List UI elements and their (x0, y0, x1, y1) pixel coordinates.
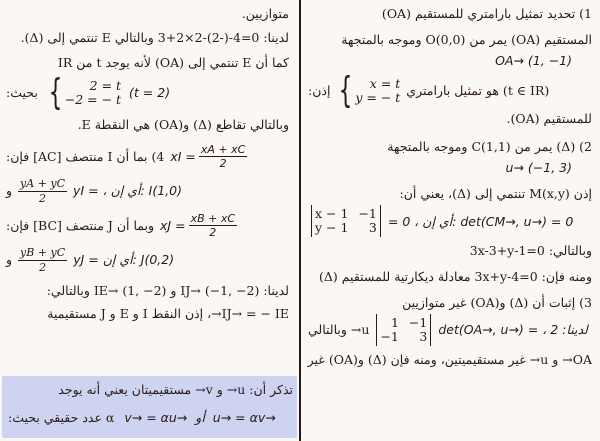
det-prefix: u→ وبالتالي (308, 322, 370, 338)
midpoint-j-formula (160, 212, 237, 241)
right-column (302, 0, 600, 441)
determinant-2 (373, 314, 434, 346)
frac-num: xB + xC (190, 211, 236, 225)
frac-num: xA + xC (200, 142, 246, 156)
midpoint-text: 4) بما أن I منتصف [AC] فإن: (6, 148, 165, 164)
det-cell: x − 1 (315, 206, 349, 221)
frac-den: 2 (39, 191, 47, 205)
j-coords: yJ = أي إن: J(0,2) (73, 252, 175, 268)
midpoint-x-formula (170, 143, 247, 172)
therefore-label: إذن: (308, 83, 331, 99)
det-cell: 1 (390, 314, 399, 330)
system-eq-2: −2 = − t (64, 91, 122, 107)
left-line-7 (6, 177, 289, 206)
frac-num: yB + yC (20, 246, 66, 259)
left-line-2: لدينا: 0=4-(-2)-2×2+3 وبالتالي E تنتمي إلى (Δ). (20, 29, 289, 45)
det-cell: −1 (408, 314, 428, 330)
right-line-7: u→ (−1, 3) (505, 160, 572, 176)
det-cell: 3 (368, 220, 377, 236)
left-column (0, 0, 299, 441)
left-line-3: كما أن E تنتمي إلى (OA) لأنه يوجد t من IR (57, 55, 289, 71)
formula-lhs: xI = (170, 148, 196, 164)
right-line-6: 2) (Δ) يمر من C(1,1) وموجه بالمتجهة (387, 138, 592, 154)
right-line-8: إذن M(x,y) تنتمي إلى (Δ)، يعني أن: (399, 185, 592, 201)
frac-den: 2 (219, 157, 227, 171)
determinant-1 (308, 205, 384, 237)
left-line-4 (6, 71, 289, 113)
and-word: و (6, 183, 13, 199)
right-line-11: ومنه فإن: 0=3x+y-4 معادلة ديكارتية للمستقيم (Δ) (318, 269, 592, 284)
column-divider (299, 0, 301, 441)
left-line-5: وبالتالي تقاطع (Δ) و(OA) هي النقطة E. (77, 116, 289, 132)
param-system: { 2 = t −2 = − t (48, 71, 122, 113)
left-line-11: IJ→ = − IE→، إذن النقط I و E و J مستقيمية (47, 306, 289, 322)
such-that-label: بحيث: (6, 85, 38, 101)
right-line-13 (308, 314, 592, 346)
system-eq-2: y = − t (355, 89, 401, 105)
left-line-6 (6, 143, 289, 172)
left-line-1: متوازيين. (241, 6, 289, 21)
left-line-10: لدينا: IJ→ (−1, −2) و IE→ (1, −2) وبالتالي: (46, 282, 289, 298)
frac-den: 2 (39, 260, 47, 274)
param-value: (t = 2) (129, 85, 171, 101)
reminder-line-2 (8, 410, 293, 426)
param-system-oa: { x = t y = − t (339, 69, 401, 111)
det-result: = 0 ، أي إن: det(CM→, u→) = 0 (387, 213, 574, 229)
reminder-line-1: تذكر أن: u→ و v→ مستقيميتان يعني أنه يوجد (58, 382, 293, 397)
det-oa-text: det(OA→, u→) = ، لدينا: 2 (438, 322, 588, 338)
formula-lhs: xJ = (160, 217, 186, 233)
midpoint-j-text: وبما أن J منتصف [BC] فإن: (6, 217, 155, 233)
left-line-9 (6, 246, 289, 275)
reminder-vectors (124, 410, 275, 426)
right-line-1: 1) تحديد تمثيل بارامتري للمستقيم (OA) (381, 6, 592, 21)
right-line-10: وبالتالي: 0=3x-3+y-1 (469, 243, 592, 259)
system-eq-1: x = t (369, 75, 401, 91)
det-cell: 3 (419, 329, 428, 345)
right-line-9 (308, 205, 592, 237)
i-coords: yI = ، أي إن: I(1,0) (73, 183, 182, 199)
alpha-text: α عدد حقيقي بحيث: (8, 410, 115, 425)
right-line-2: المستقيم (OA) يمر من O(0,0) وموجه بالمتجهة (341, 31, 592, 47)
right-line-12: 3) إثبات أن (Δ) و(OA) غير متوازيين (402, 294, 592, 310)
det-cell: −1 (358, 206, 377, 221)
frac-num: yA + yC (20, 177, 66, 190)
param-text: (t ∈ IR) هو تمثيل بارامتري (406, 83, 550, 99)
det-cell: −1 (380, 329, 399, 345)
frac-den: 2 (209, 226, 217, 240)
vector-eq-2: u→ = αv→ (212, 410, 276, 425)
vector-eq-1: v→ = αu→ (124, 410, 188, 425)
left-line-8 (6, 212, 289, 241)
and-word: و (6, 252, 13, 268)
det-cell: y − 1 (315, 220, 349, 236)
right-line-4 (308, 69, 592, 111)
right-line-3: OA→ (1, −1) (495, 53, 572, 69)
or-word: أو (195, 410, 205, 425)
right-line-5: للمستقيم (OA). (506, 110, 592, 126)
system-eq-1: 2 = t (89, 77, 122, 93)
right-line-14: OA→ و u→ غير مستقيميتين، ومنه فإن (Δ) و(OA) غير (307, 352, 592, 368)
